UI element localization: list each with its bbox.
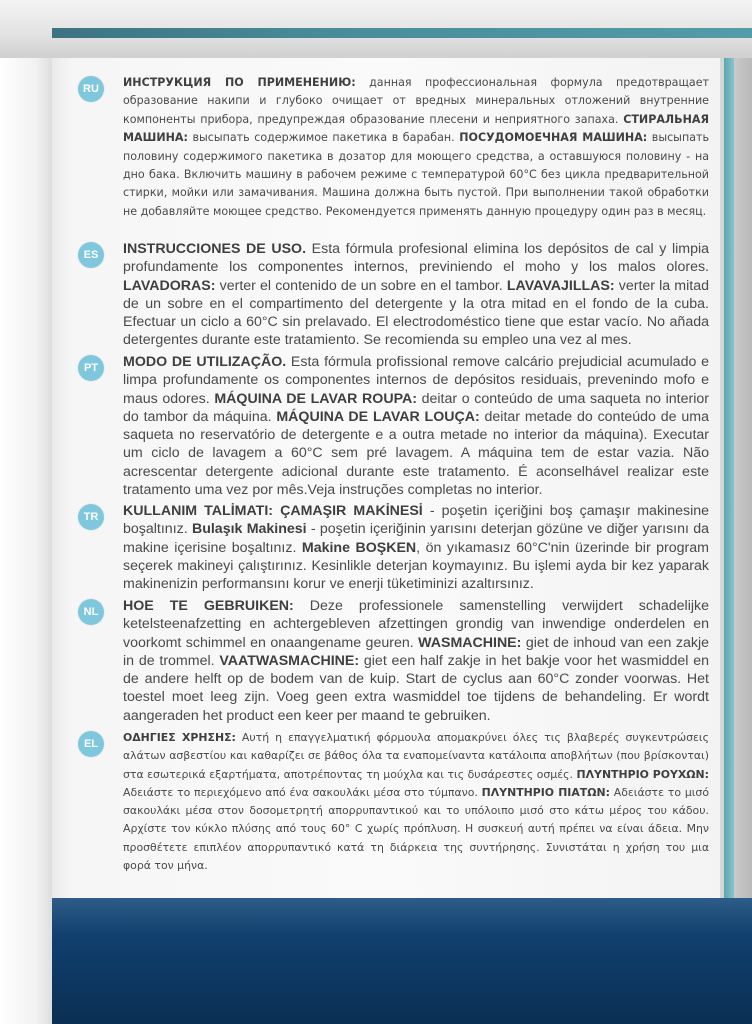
text-es-2: verter el contenido de un sobre en el tambor. [215, 277, 507, 294]
heading-pt: MODO DE UTILIZAÇÃO. [123, 354, 287, 370]
section-es [79, 240, 709, 350]
label-pt-dishwasher: MÁQUINA DE LAVAR LOUÇA: [276, 408, 480, 425]
section-tr [79, 502, 709, 593]
heading-tr: KULLANIM TALİMATI: ÇAMAŞIR MAKİNESİ [123, 503, 423, 519]
section-el [79, 729, 709, 875]
language-badge-nl: NL [78, 599, 104, 625]
box-top-teal-edge [52, 28, 752, 38]
instructions-text-ru [123, 74, 709, 221]
text-nl-3: giet een half zakje in het bakje voor het wasmiddel en de andere helft op de bodem van de kuip. Start de cyclus aan 60°C zonder voorwas. Het toestel moet leeg zijn. Voeg geen extra wasmiddel toe tijdens de behandeling. Er wordt aangeraden het product een keer per maand te gebruiken. [123, 652, 710, 724]
language-badge-el: EL [78, 731, 104, 757]
text-el-1: Αυτή η επαγγελματική φόρμουλα απομακρύνει όλες τις βλαβερές συγκεντρώσεις αλάτων ασβεστίου και καθαρίζει σε βάθος όλα τα εναπομείναντα κατάλοιπα αποβλήτων (που βρίσκονται) στα εσωτερικά εξαρτήματα, αποτρέποντας τη μούχλα και τις δυσάρεστες οσμές. [123, 731, 709, 781]
label-tr-dishwasher: Bulaşık Makinesi [191, 521, 307, 538]
text-nl-1: Deze professionele samenstelling verwijdert schadelijke ketelsteenafzetting en achtergebleven afzettingen grondig van inwendige onderdelen en voorkomt schimmel en onaangename geuren. [123, 598, 709, 651]
label-es-dishwasher: LAVAVAJILLAS: [506, 277, 615, 294]
heading-es: INSTRUCCIONES DE USO. [123, 241, 307, 257]
text-pt-2: deitar o conteúdo de uma saqueta no interior do tambor da máquina. [123, 390, 709, 425]
text-es-1: Esta fórmula profesional elimina los depósitos de cal y limpia profundamente los componentes internos, previniendo el moho y los malos olores. [123, 241, 709, 276]
section-ru [79, 74, 709, 221]
instructions-text-el [123, 729, 709, 875]
language-badge-es: ES [78, 242, 104, 268]
label-pt-washing-machine: MÁQUINA DE LAVAR ROUPA: [214, 390, 417, 407]
heading-nl: HOE TE GEBRUIKEN: [123, 598, 294, 614]
instructions-text-pt [123, 353, 709, 499]
language-badge-pt: PT [78, 355, 104, 381]
text-nl-2: giet de inhoud van een zakje in de trommel. [123, 634, 709, 669]
instructions-text-nl [123, 597, 709, 725]
bottom-band-sheen [52, 898, 752, 934]
language-badge-tr: TR [78, 504, 104, 530]
text-es-3: verter la mitad de un sobre en el compartimento del detergente y la otra mitad en el fondo de la cuba. Efectuar un ciclo a 60°C sin prelavado. El electrodoméstico tiene que estar vacío. No añada detergentes durante este tratamiento. Se recomienda su empleo una vez al mes. [123, 277, 710, 349]
text-pt-3: deitar metade do conteúdo de uma saqueta no reservatório de detergente e a outra metade no interior da máquina). Executar um ciclo de lavagem a 60°C sem pré lavagem. A máquina tem de estar vazia. Não acrescentar detergente adicional durante este tratamento. É aconselhável realizar este tratamento uma vez por mês.Veja instruções completas no interior. [123, 408, 709, 499]
text-el-3: Αδειάστε το μισό σακουλάκι μέσα στον δοσομετρητή απορρυπαντικού και το υπόλοιπο μισό στο κάτω μέρος του κάδου. Αρχίστε τον κύκλο πλύσης από τους 60° C χωρίς πρόπλυση. Η συσκευή αυτή πρέπει να είναι άδεια. Μην προσθέτετε επιπλέον απορρυπαντικό κατά τη διάρκεια της συντήρησης. Συνιστάται η χρήση του μια φορά τον μήνα. [123, 785, 709, 873]
text-tr-1: - poşetin içeriğini boş çamaşır makinesine boşaltınız. [123, 503, 709, 538]
heading-el: ΟΔΗΓΙΕΣ ΧΡΗΣΗΣ: [123, 731, 236, 744]
heading-ru: ИНСТРУКЦИЯ ПО ПРИМЕНЕНИЮ: [123, 76, 356, 89]
label-tr-machine-empty: Makine BOŞKEN [301, 539, 417, 556]
box-top-flap [0, 0, 752, 58]
text-pt-1: Esta fórmula profissional remove calcário prejudicial acumulado e limpa profundamente os componentes internos de depósitos residuais, prevenindo mofo e maus odores. [123, 354, 709, 407]
text-ru-2: высыпать содержимое пакетика в барабан. [187, 131, 460, 145]
label-el-washing-machine: ΠΛΥΝΤΗΡΙΟ ΡΟΥΧΩΝ: [576, 767, 710, 781]
instructions-text-es [123, 240, 709, 350]
instructions-text-tr [123, 502, 709, 593]
text-ru-1: данная профессиональная формула предотвращает образование накипи и глубоко очищает от вредных минеральных отложений внутренние компоненты прибора, предупреждая образование плесени и неприятного запаха. [123, 76, 710, 126]
box-right-teal-strip [724, 58, 734, 900]
text-el-2: Αδειάστε το περιεχόμενο από ένα σακουλάκι μέσα στο τύμπανο. [123, 785, 482, 799]
label-ru-washing-machine: СТИРАЛЬНАЯ МАШИНА: [123, 112, 709, 145]
language-badge-ru: RU [78, 76, 104, 102]
label-ru-dishwasher: ПОСУДОМОЕЧНАЯ МАШИНА: [459, 131, 648, 145]
text-tr-3: , ön yıkamasız 60°C'nin üzerinde bir program seçerek makineyi çalıştırınız. Kesinlikle deterjan koymayınız. Bu işlemi ayda bir kez yaparak makinenizin performansını korur ve enerji tüketiminizi azaltırsınız. [123, 539, 709, 593]
label-nl-dishwasher: VAATWASMACHINE: [219, 652, 360, 669]
text-ru-3: высыпать половину содержимого пакетика в дозатор для моющего средства, а оставшуюся половину - на дно бака. Включить машину в рабочем режиме с температурой 60°С без цикла предварительной стирки, мойки или замачивания. Машина должна быть пустой. При выполнении такой обработки не добавляйте моющее средство. Рекомендуется применять данную процедуру один раз в месяц. [123, 131, 709, 218]
box-right-edge [720, 58, 752, 900]
label-nl-washing-machine: WASMACHINE: [418, 634, 522, 651]
label-el-dishwasher: ΠΛΥΝΤΗΡΙΟ ΠΙΑΤΩΝ: [481, 785, 610, 799]
box-left-side [0, 58, 52, 1024]
label-es-washing-machine: LAVADORAS: [123, 277, 216, 294]
text-tr-2: - poşetin içeriğinin yarısını deterjan gözüne ve diğer yarısını da makine içerisine boşaltınız. [123, 521, 709, 556]
section-nl [79, 597, 709, 725]
section-pt [79, 353, 709, 499]
box-bottom-blue-band [52, 898, 752, 1024]
